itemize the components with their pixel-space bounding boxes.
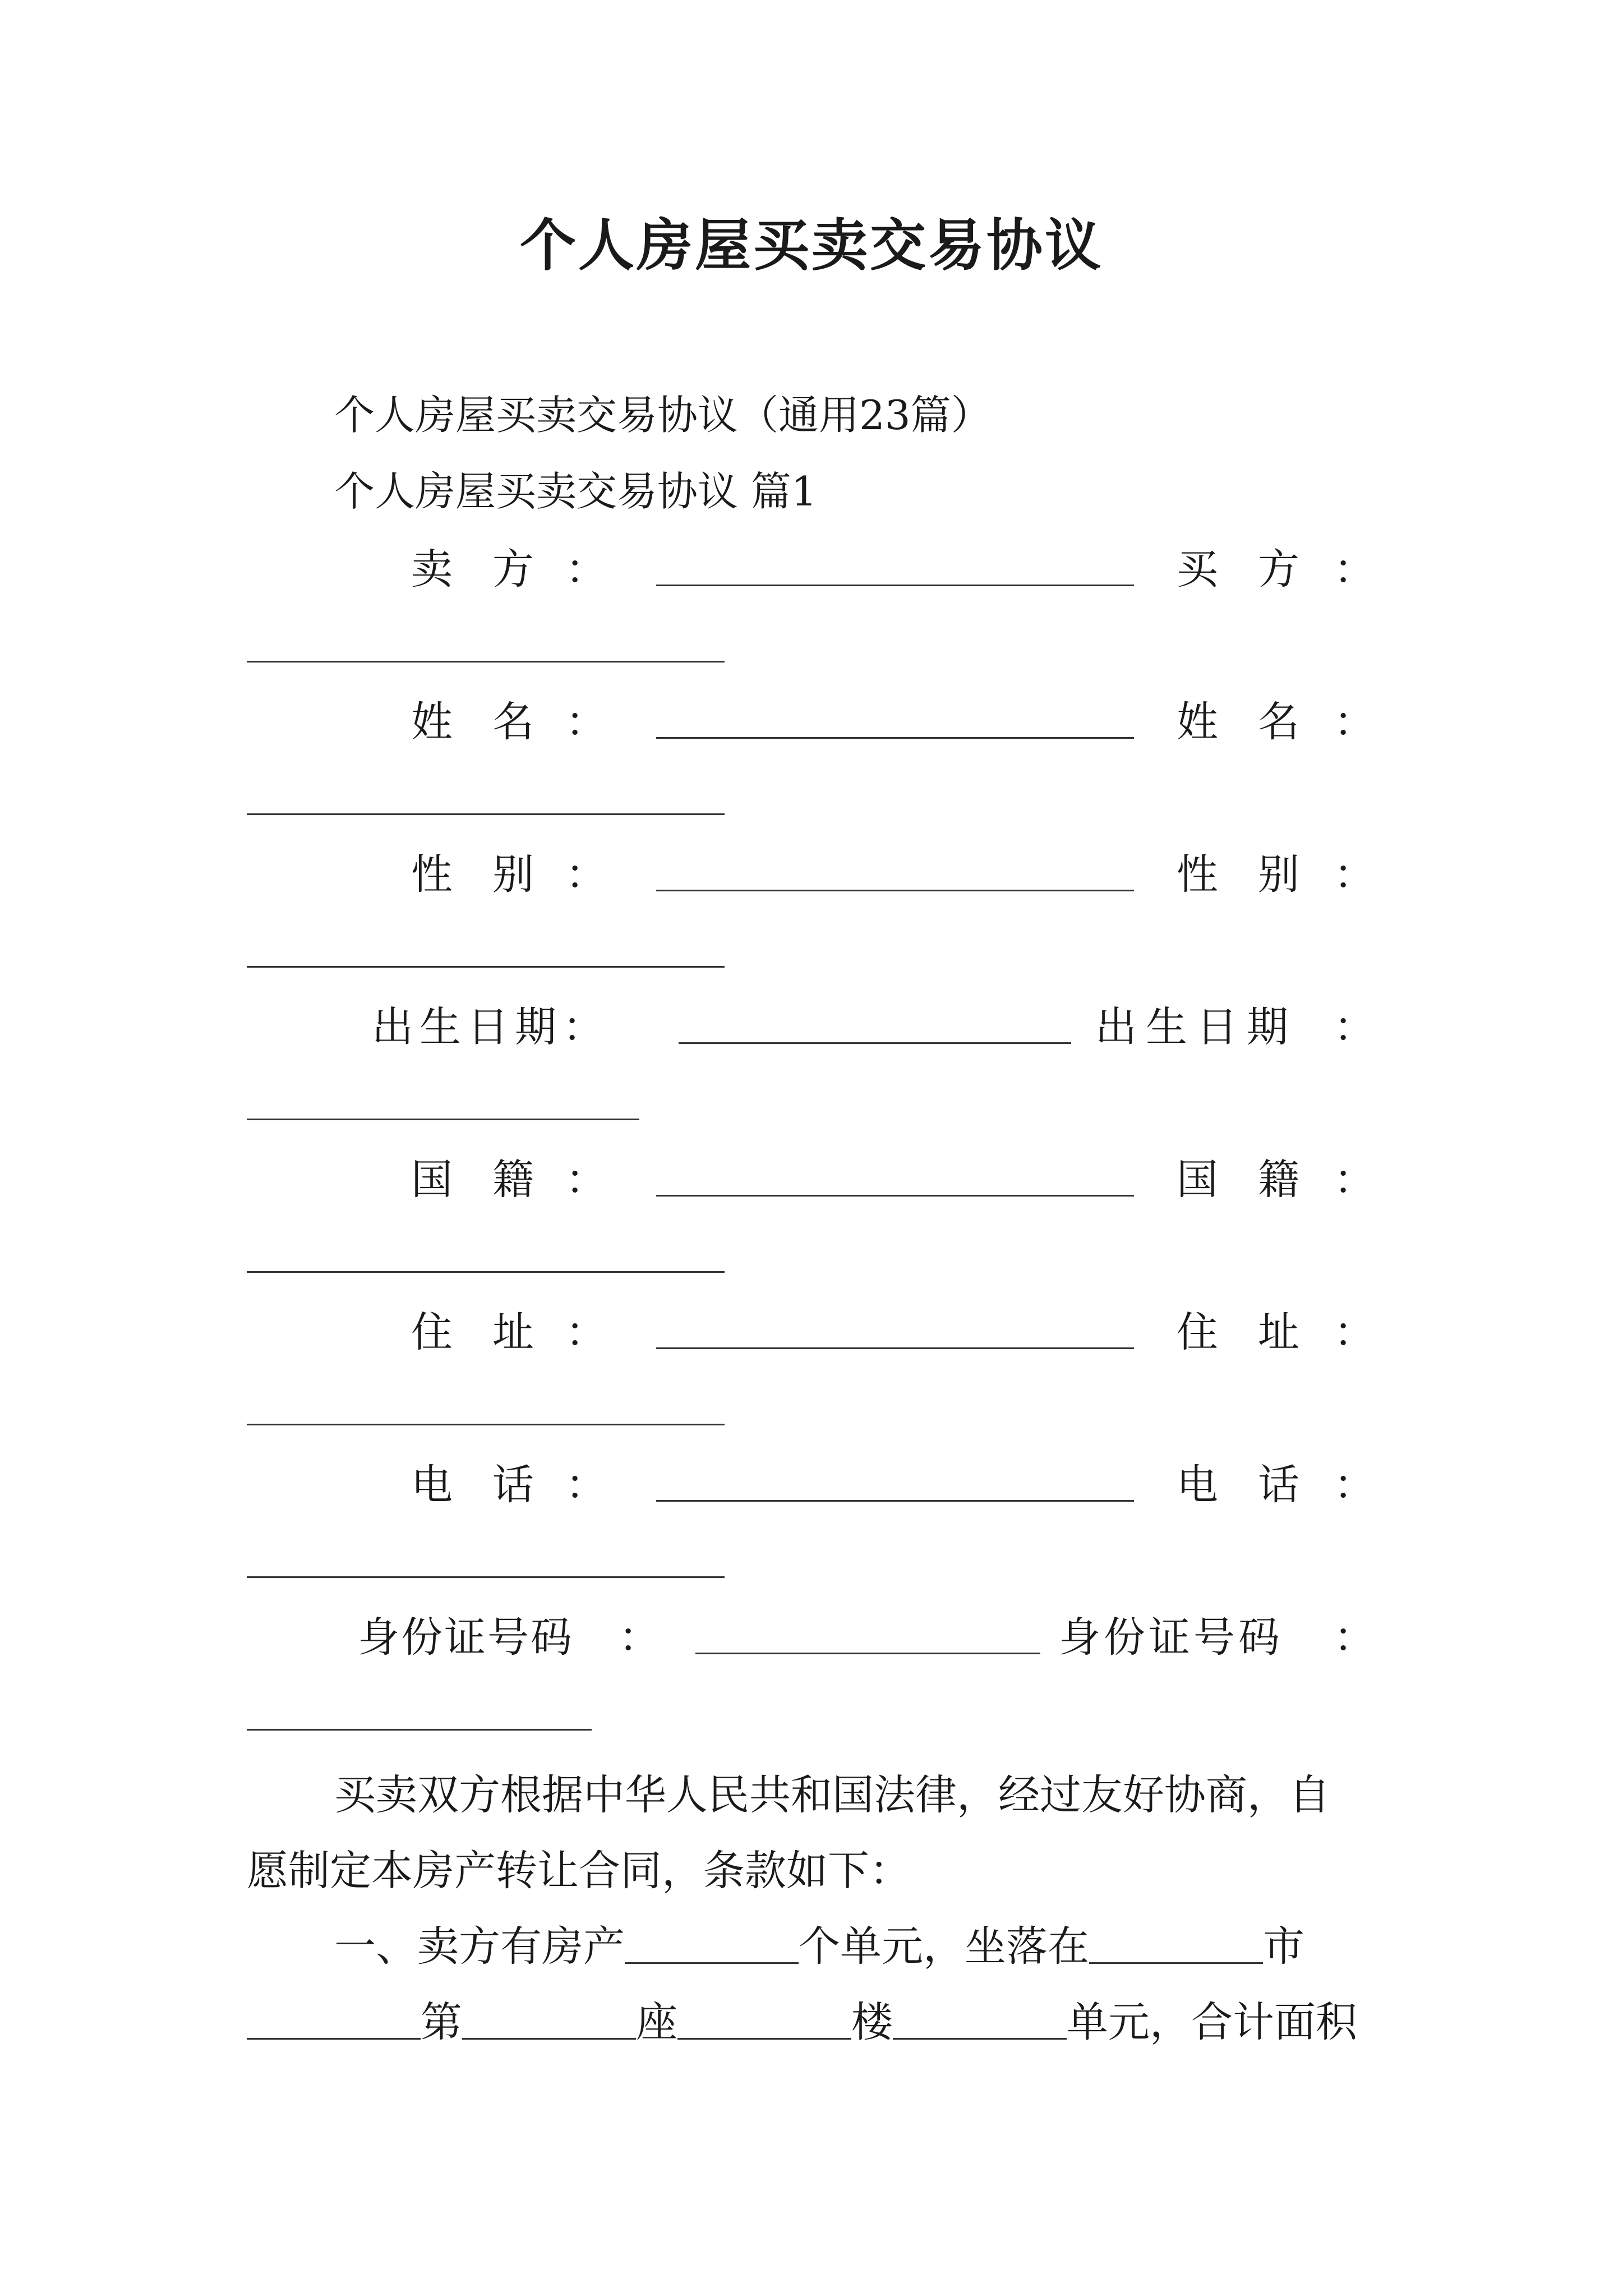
- buyer-label-char: 生: [1146, 1003, 1187, 1051]
- buyer-label-char: 买: [1177, 545, 1218, 593]
- buyer-label-char: 方: [1258, 545, 1299, 593]
- seller-label-char: 别: [492, 850, 534, 899]
- seller-label-char: 卖: [411, 545, 453, 593]
- unit-count-blank[interactable]: [625, 1921, 799, 1964]
- buyer-label-char: 国: [1177, 1156, 1218, 1204]
- seller-label-char: 址: [492, 1308, 534, 1356]
- seller-label-colon: ：: [565, 545, 607, 593]
- buyer-label-colon: ：: [1334, 698, 1375, 746]
- seller-label-char: 日: [467, 1003, 509, 1051]
- seller-nationality-blank[interactable]: [656, 1195, 1134, 1197]
- buyer-name-blank[interactable]: [247, 813, 725, 815]
- buyer-label-char: 份: [1104, 1613, 1145, 1662]
- seller-label-char: 出: [372, 1003, 413, 1051]
- buyer-label-char: 名: [1258, 698, 1299, 746]
- buyer-gender-blank[interactable]: [247, 966, 725, 968]
- buyer-label-colon: ：: [1334, 1613, 1375, 1662]
- seller-label-colon: ：: [619, 1613, 660, 1662]
- clause-text: 楼: [851, 1998, 893, 2046]
- clause-text: 个单元，坐落在: [799, 1922, 1089, 1971]
- building-blank[interactable]: [677, 1996, 851, 2040]
- intro-paragraph-line-2: 愿制定本房产转让合同，条款如下：: [247, 1847, 911, 1895]
- document-subtitle: 个人房屋买卖交易协议（通用23篇）: [334, 392, 992, 439]
- intro-paragraph-line-1: 买卖双方根据中华人民共和国法律，经过友好协商，自: [334, 1771, 1330, 1819]
- seller-label-colon: ：: [565, 1308, 607, 1356]
- seller-party-blank[interactable]: [656, 585, 1134, 586]
- seller-label-char: 方: [492, 545, 534, 593]
- seller-id-blank[interactable]: [695, 1653, 1040, 1654]
- city-blank[interactable]: [1089, 1921, 1263, 1964]
- seller-label-char: 份: [401, 1613, 442, 1662]
- seller-label-char: 姓: [411, 698, 453, 746]
- buyer-label-char: 别: [1258, 850, 1299, 899]
- clause-text: 第: [421, 1998, 462, 2046]
- buyer-label-char: 身: [1059, 1613, 1100, 1662]
- buyer-label-char: 住: [1177, 1308, 1218, 1356]
- clause-text: 单元，合计面积: [1067, 1998, 1357, 2046]
- block-blank[interactable]: [462, 1996, 636, 2040]
- seller-label-char: 籍: [492, 1156, 534, 1204]
- buyer-label-char: 期: [1247, 1003, 1288, 1051]
- buyer-label-colon: ：: [1334, 1461, 1375, 1509]
- seller-label-colon: ：: [565, 1156, 607, 1204]
- buyer-nationality-blank[interactable]: [247, 1271, 725, 1273]
- seller-label-colon: ：: [562, 1003, 604, 1051]
- seller-birthdate-blank[interactable]: [679, 1042, 1071, 1044]
- buyer-label-char: 号: [1193, 1613, 1235, 1662]
- buyer-label-colon: ：: [1334, 545, 1375, 593]
- buyer-label-char: 话: [1258, 1461, 1299, 1509]
- article-heading: 个人房屋买卖交易协议 篇1: [334, 468, 817, 515]
- buyer-label-char: 性: [1177, 850, 1218, 899]
- buyer-label-char: 址: [1258, 1308, 1299, 1356]
- document-title: 个人房屋买卖交易协议: [520, 212, 1103, 278]
- seller-label-char: 住: [411, 1308, 453, 1356]
- buyer-label-char: 出: [1095, 1003, 1137, 1051]
- clause-text: 市: [1263, 1922, 1304, 1971]
- buyer-party-blank[interactable]: [247, 661, 725, 662]
- seller-label-char: 证: [444, 1613, 486, 1662]
- clause-one-line-2: [247, 1994, 1380, 2050]
- clause-one-line-1: [334, 1918, 1467, 1975]
- buyer-label-colon: ：: [1334, 850, 1375, 899]
- seller-label-colon: ：: [565, 698, 607, 746]
- buyer-label-char: 电: [1177, 1461, 1218, 1509]
- buyer-label-colon: ：: [1334, 1308, 1375, 1356]
- seller-label-char: 性: [411, 850, 453, 899]
- buyer-label-char: 籍: [1258, 1156, 1299, 1204]
- seller-label-char: 号: [487, 1613, 529, 1662]
- seller-label-char: 生: [419, 1003, 461, 1051]
- clause-text: 座: [636, 1998, 677, 2046]
- seller-label-char: 期: [515, 1003, 556, 1051]
- buyer-label-colon: ：: [1334, 1003, 1375, 1051]
- seller-label-char: 名: [492, 698, 534, 746]
- seller-label-char: 电: [411, 1461, 453, 1509]
- district-blank[interactable]: [247, 1996, 421, 2040]
- seller-phone-blank[interactable]: [656, 1500, 1134, 1502]
- seller-label-char: 身: [358, 1613, 399, 1662]
- buyer-label-char: 证: [1149, 1613, 1190, 1662]
- buyer-address-blank[interactable]: [247, 1424, 725, 1425]
- seller-label-char: 码: [531, 1613, 572, 1662]
- clause-text: 一、卖方有房产: [334, 1922, 625, 1971]
- seller-label-char: 话: [492, 1461, 534, 1509]
- buyer-label-char: 姓: [1177, 698, 1218, 746]
- buyer-phone-blank[interactable]: [247, 1576, 725, 1578]
- buyer-id-blank[interactable]: [247, 1729, 592, 1731]
- buyer-label-colon: ：: [1334, 1156, 1375, 1204]
- seller-label-colon: ：: [565, 850, 607, 899]
- buyer-label-char: 日: [1196, 1003, 1238, 1051]
- seller-label-char: 国: [411, 1156, 453, 1204]
- buyer-label-char: 码: [1238, 1613, 1280, 1662]
- seller-address-blank[interactable]: [656, 1347, 1134, 1349]
- seller-name-blank[interactable]: [656, 737, 1134, 739]
- unit-blank[interactable]: [893, 1996, 1067, 2040]
- seller-gender-blank[interactable]: [656, 890, 1134, 891]
- seller-label-colon: ：: [565, 1461, 607, 1509]
- buyer-birthdate-blank[interactable]: [247, 1119, 639, 1120]
